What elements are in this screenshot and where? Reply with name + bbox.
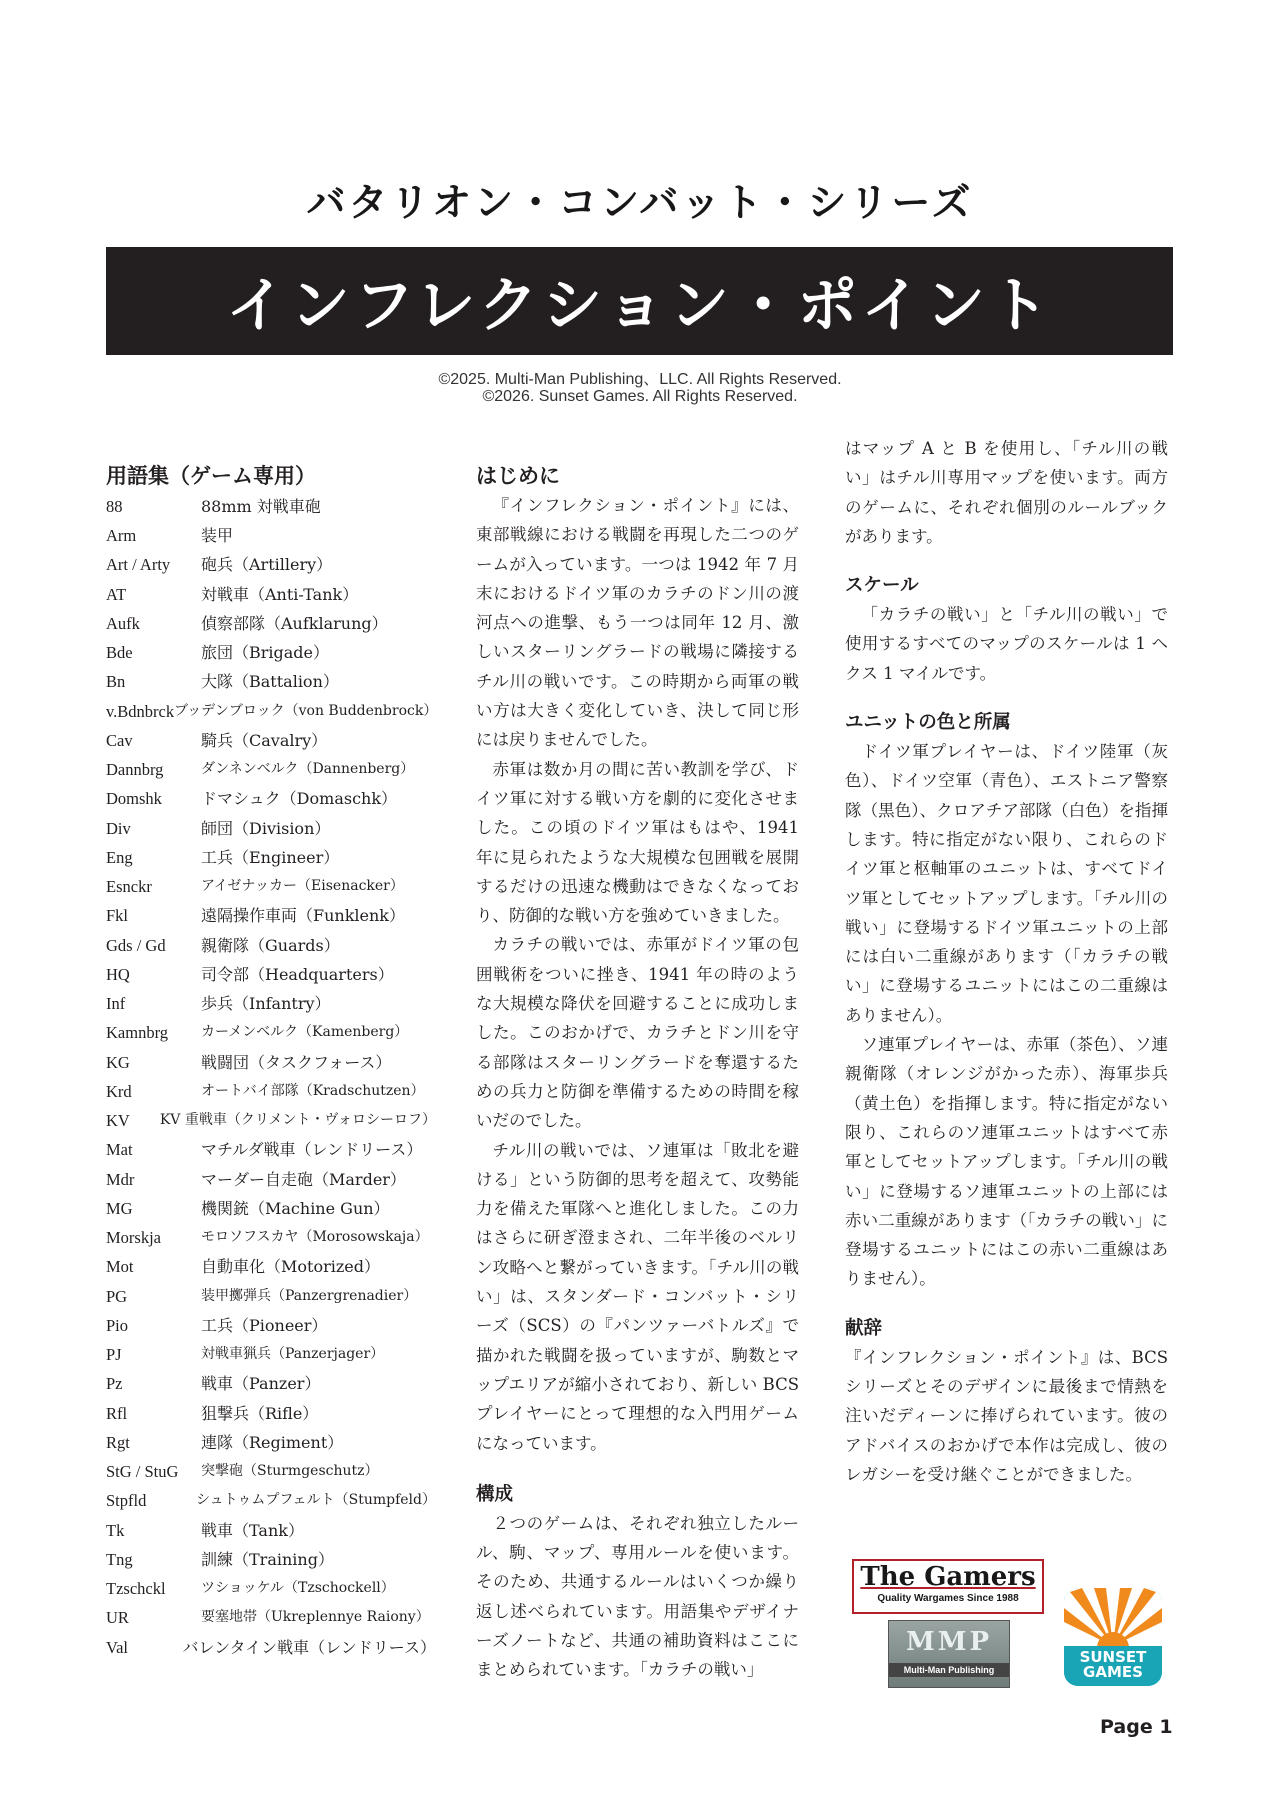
- units-paragraph-2: ソ連軍プレイヤーは、赤軍（茶色）、ソ連親衛隊（オレンジがかった赤）、海軍歩兵（黄土色）を指揮します。特に指定がない限り、これらのソ連軍ユニットはすべて赤軍としてセットアップします。「チル川の戦い」に登場するソ連軍ユニットの上部には赤い二重線があります（「カラチの戦い」に登場するユニットにはこの赤い二重線はありません）。: [845, 1035, 1168, 1289]
- glossary-abbreviation: Val: [106, 1637, 128, 1657]
- glossary-abbreviation: Pio: [106, 1315, 129, 1335]
- glossary-row: [106, 989, 436, 1018]
- glossary-row: [106, 1223, 436, 1252]
- mmp-logo: [888, 1620, 1010, 1688]
- sunset-logo-line-2: GAMES: [1083, 1663, 1143, 1681]
- glossary-row: [106, 1633, 436, 1662]
- glossary-definition: 対戦車猟兵（Panzerjager）: [201, 1346, 385, 1363]
- glossary-definition: ブッデンブロック（von Buddenbrock）: [174, 702, 438, 719]
- glossary-abbreviation: KG: [106, 1052, 130, 1072]
- intro-paragraph-3: カラチの戦いでは、赤軍がドイツ軍の包囲戦術をついに挫き、1941 年の時のような大規模な降伏を回避することに成功しました。このおかげで、カラチとドン川を守る部隊はスターリングラードを奪還するための兵力と防御を準備するための時間を稼いだのでした。: [476, 935, 799, 1131]
- glossary-abbreviation: Arm: [106, 526, 137, 546]
- dedication-heading: 献辞: [845, 1317, 883, 1339]
- glossary-row: [106, 1048, 436, 1077]
- glossary-abbreviation: Rgt: [106, 1432, 130, 1452]
- glossary-row: [106, 1545, 436, 1574]
- glossary-row: [106, 1077, 436, 1106]
- glossary-row: [106, 1399, 436, 1428]
- glossary-abbreviation: Mdr: [106, 1169, 135, 1189]
- glossary-abbreviation: Inf: [106, 994, 126, 1014]
- glossary-column: [106, 462, 436, 1662]
- sunset-logo-line-1: SUNSET: [1079, 1648, 1147, 1666]
- intro-paragraph-4: チル川の戦いでは、ソ連軍は「敗北を避ける」という防御的思考を超えて、攻勢能力を備えた軍隊へと進化しました。この力はさらに研ぎ澄まされ、二年半後のベルリン攻略へと繋がっていきます。「チル川の戦い」は、スタンダード・コンバット・シリーズ（SCS）の『パンツァーバトルズ』で描かれた戦闘を扱っていますが、駒数とマップエリアが縮小されており、新しい BCS プレイヤーにとって理想的な入門用ゲームになっています。: [476, 1140, 799, 1453]
- glossary-row: [106, 1136, 436, 1165]
- glossary-abbreviation: Tng: [106, 1549, 133, 1569]
- glossary-abbreviation: 88: [106, 496, 123, 516]
- glossary-definition: 歩兵（Infantry）: [201, 994, 331, 1014]
- page-number: Page 1: [1100, 1716, 1173, 1738]
- glossary-list: [106, 492, 436, 1662]
- glossary-abbreviation: PJ: [106, 1345, 122, 1365]
- glossary-abbreviation: Bn: [106, 672, 126, 692]
- glossary-row: [106, 1574, 436, 1603]
- glossary-definition: モロソフスカヤ（Morosowskaja）: [201, 1229, 429, 1246]
- glossary-definition: ダンネンベルク（Dannenberg）: [201, 761, 415, 778]
- glossary-row: [106, 1194, 436, 1223]
- glossary-definition: 機関銃（Machine Gun）: [201, 1198, 390, 1218]
- glossary-row: [106, 902, 436, 931]
- series-title: バタリオン・コンバット・シリーズ: [306, 180, 974, 226]
- glossary-definition: 要塞地帯（Ukreplennye Raiony）: [201, 1609, 430, 1626]
- intro-paragraph-1: 『インフレクション・ポイント』には、東部戦線における戦闘を再現した二つのゲームが入っています。一つは 1942 年 7 月末におけるドイツ軍のカラチのドン川の渡河点への進撃、もう一つは同年 12 月、激しいスターリングラードの戦場に隣接するチル川の戦いです。この時期から両軍の戦い方は大きく変化していき、決して同じ形には戻りませんでした。: [476, 496, 799, 750]
- glossary-definition: アイゼナッカー（Eisenacker）: [201, 878, 404, 895]
- glossary-abbreviation: Stpfld: [106, 1491, 147, 1511]
- glossary-definition: 88mm 対戦車砲: [201, 496, 321, 516]
- glossary-row: [106, 726, 436, 755]
- glossary-definition: 自動車化（Motorized）: [201, 1257, 380, 1277]
- composition-heading: 構成: [476, 1483, 514, 1505]
- units-paragraph-1: ドイツ軍プレイヤーは、ドイツ陸軍（灰色）、ドイツ空軍（青色）、エストニア警察隊（黒色）、クロアチア部隊（白色）を指揮します。特に指定がない限り、これらのドイツ軍と枢軸軍のユニットは、すべてドイツ軍としてセットアップします。「チル川の戦い」に登場するドイツ軍ユニットの上部には白い二重線があります（「カラチの戦い」に登場するユニットにはこの二重線はありません）。: [845, 742, 1169, 1025]
- glossary-abbreviation: Eng: [106, 847, 133, 867]
- glossary-definition: 旅団（Brigade）: [201, 643, 330, 663]
- glossary-abbreviation: PG: [106, 1286, 128, 1306]
- glossary-definition: 師団（Division）: [201, 818, 331, 838]
- glossary-row: [106, 785, 436, 814]
- glossary-definition: シュトゥムプフェルト（Stumpfeld）: [195, 1492, 436, 1509]
- glossary-row: [106, 1604, 436, 1633]
- glossary-abbreviation: Esnckr: [106, 877, 152, 897]
- glossary-row: [106, 1019, 436, 1048]
- glossary-row: [106, 1487, 436, 1516]
- composition-paragraph: ２つのゲームは、それぞれ独立したルール、駒、マップ、専用ルールを使います。そのため、共通するルールはいくつか繰り返し述べられています。用語集やデザイナーズノートなど、共通の補助資料はここにまとめられています。「カラチの戦い」: [476, 1513, 799, 1680]
- glossary-abbreviation: StG / StuG: [106, 1462, 179, 1482]
- the-gamers-logo: [852, 1559, 1044, 1614]
- glossary-definition: バレンタイン戦車（レンドリース）: [182, 1637, 436, 1657]
- glossary-definition: 戦車（Panzer）: [201, 1374, 321, 1394]
- copyright-line-2: ©2026. Sunset Games. All Rights Reserved.: [482, 388, 798, 405]
- glossary-definition: 戦車（Tank）: [201, 1520, 304, 1540]
- mmp-logo-name: Multi-Man Publishing: [889, 1663, 1009, 1677]
- glossary-definition: 司令部（Headquarters）: [201, 964, 394, 984]
- glossary-row: [106, 1311, 436, 1340]
- glossary-row: [106, 1428, 436, 1457]
- glossary-row: [106, 521, 436, 550]
- glossary-definition: マーダー自走砲（Marder）: [201, 1169, 406, 1189]
- glossary-abbreviation: KV: [106, 1111, 130, 1131]
- glossary-definition: 戦闘団（タスクフォース）: [201, 1052, 392, 1072]
- glossary-definition: KV 重戦車（クリメント・ヴォロシーロフ）: [159, 1112, 436, 1129]
- glossary-row: [106, 755, 436, 784]
- glossary-definition: 連隊（Regiment）: [201, 1432, 344, 1452]
- glossary-abbreviation: Tzschckl: [106, 1579, 166, 1599]
- glossary-row: [106, 843, 436, 872]
- glossary-heading: 用語集（ゲーム専用）: [106, 464, 316, 488]
- glossary-definition: ドマシュク（Domaschk）: [201, 789, 398, 809]
- glossary-abbreviation: Mat: [106, 1140, 133, 1160]
- sunset-games-logo: [1064, 1588, 1162, 1686]
- dedication-paragraph: 『インフレクション・ポイント』は、BCS シリーズとそのデザインに最後まで情熱を注いだディーンに捧げられています。彼のアドバイスのおかげで本作は完成し、彼のレガシーを受け継ぐことができました。: [845, 1347, 1168, 1484]
- intro-column: [476, 462, 799, 1685]
- copyright-line-1: ©2025. Multi-Man Publishing、LLC. All Rights Reserved.: [438, 371, 842, 388]
- glossary-definition: 遠隔操作車両（Funklenk）: [201, 906, 405, 926]
- glossary-abbreviation: Fkl: [106, 906, 129, 926]
- units-heading: ユニットの色と所属: [845, 712, 1011, 734]
- intro-paragraph-2: 赤軍は数か月の間に苦い教訓を学び、ドイツ軍に対する戦い方を劇的に変化させました。この頃のドイツ軍はもはや、1941 年に見られたような大規模な包囲戦を展開するだけの迅速な機動はできなくなっており、防御的な戦い方を強めていきました。: [476, 759, 799, 926]
- glossary-row: [106, 931, 436, 960]
- mmp-logo-mark: MMP: [905, 1627, 993, 1657]
- glossary-row: [106, 1253, 436, 1282]
- glossary-abbreviation: Rfl: [106, 1403, 128, 1423]
- glossary-row: [106, 1457, 436, 1486]
- glossary-abbreviation: Krd: [106, 1081, 132, 1101]
- glossary-definition: マチルダ戦車（レンドリース）: [201, 1140, 423, 1160]
- glossary-abbreviation: MG: [106, 1198, 133, 1218]
- glossary-row: [106, 492, 436, 521]
- glossary-definition: 砲兵（Artillery）: [201, 555, 333, 575]
- title-banner: [106, 247, 1173, 355]
- glossary-row: [106, 1516, 436, 1545]
- glossary-definition: カーメンベルク（Kamenberg）: [201, 1024, 409, 1041]
- glossary-abbreviation: Art / Arty: [106, 555, 171, 575]
- glossary-abbreviation: Cav: [106, 730, 133, 750]
- glossary-abbreviation: Aufk: [106, 613, 140, 633]
- glossary-definition: 狙撃兵（Rifle）: [201, 1403, 319, 1423]
- glossary-definition: 装甲: [201, 526, 234, 546]
- glossary-row: [106, 1282, 436, 1311]
- glossary-definition: 騎兵（Cavalry）: [201, 730, 328, 750]
- glossary-definition: ツショッケル（Tzschockell）: [201, 1580, 395, 1597]
- glossary-definition: 偵察部隊（Aufklarung）: [201, 613, 388, 633]
- glossary-abbreviation: Dannbrg: [106, 760, 164, 780]
- scale-paragraph: 「カラチの戦い」と「チル川の戦い」で使用するすべてのマップのスケールは 1 ヘクス 1 マイルです。: [845, 605, 1168, 683]
- glossary-definition: 工兵（Pioneer）: [201, 1315, 328, 1335]
- glossary-row: [106, 668, 436, 697]
- glossary-abbreviation: Mot: [106, 1257, 134, 1277]
- glossary-definition: オートバイ部隊（Kradschutzen）: [201, 1082, 425, 1099]
- the-gamers-logo-name: The Gamers: [860, 1562, 1036, 1592]
- glossary-row: [106, 1165, 436, 1194]
- glossary-definition: 大隊（Battalion）: [201, 672, 339, 692]
- glossary-definition: 対戦車（Anti-Tank）: [201, 584, 359, 604]
- glossary-row: [106, 1340, 436, 1369]
- glossary-abbreviation: Bde: [106, 643, 133, 663]
- glossary-abbreviation: Div: [106, 818, 131, 838]
- glossary-abbreviation: Tk: [106, 1520, 125, 1540]
- glossary-row: [106, 1106, 436, 1135]
- scale-heading: スケール: [845, 575, 919, 597]
- glossary-row: [106, 814, 436, 843]
- glossary-definition: 親衛隊（Guards）: [201, 935, 340, 955]
- glossary-abbreviation: Morskja: [106, 1228, 161, 1248]
- glossary-row: [106, 872, 436, 901]
- glossary-row: [106, 609, 436, 638]
- glossary-definition: 突撃砲（Sturmgeschutz）: [201, 1463, 379, 1480]
- composition-paragraph-continued: はマップ A と B を使用し、「チル川の戦い」はチル川専用マップを使います。両方のゲームに、それぞれ個別のルールブックがあります。: [845, 439, 1168, 546]
- glossary-row: [106, 551, 436, 580]
- glossary-definition: 工兵（Engineer）: [201, 847, 340, 867]
- glossary-abbreviation: AT: [106, 584, 127, 604]
- glossary-row: [106, 1370, 436, 1399]
- glossary-abbreviation: v.Bdnbrck: [106, 701, 175, 721]
- glossary-abbreviation: HQ: [106, 964, 130, 984]
- glossary-definition: 装甲擲弾兵（Panzergrenadier）: [201, 1287, 418, 1304]
- glossary-row: [106, 697, 436, 726]
- glossary-abbreviation: UR: [106, 1608, 129, 1628]
- glossary-definition: 訓練（Training）: [201, 1549, 334, 1569]
- glossary-abbreviation: Kamnbrg: [106, 1023, 169, 1043]
- glossary-row: [106, 638, 436, 667]
- right-column: [845, 434, 1168, 1489]
- glossary-row: [106, 580, 436, 609]
- the-gamers-logo-tagline: Quality Wargames Since 1988: [877, 1593, 1019, 1604]
- glossary-row: [106, 960, 436, 989]
- glossary-abbreviation: Pz: [106, 1374, 123, 1394]
- game-title: インフレクション・ポイント: [225, 271, 1054, 341]
- glossary-abbreviation: Domshk: [106, 789, 162, 809]
- intro-heading: はじめに: [476, 464, 560, 488]
- glossary-abbreviation: Gds / Gd: [106, 935, 166, 955]
